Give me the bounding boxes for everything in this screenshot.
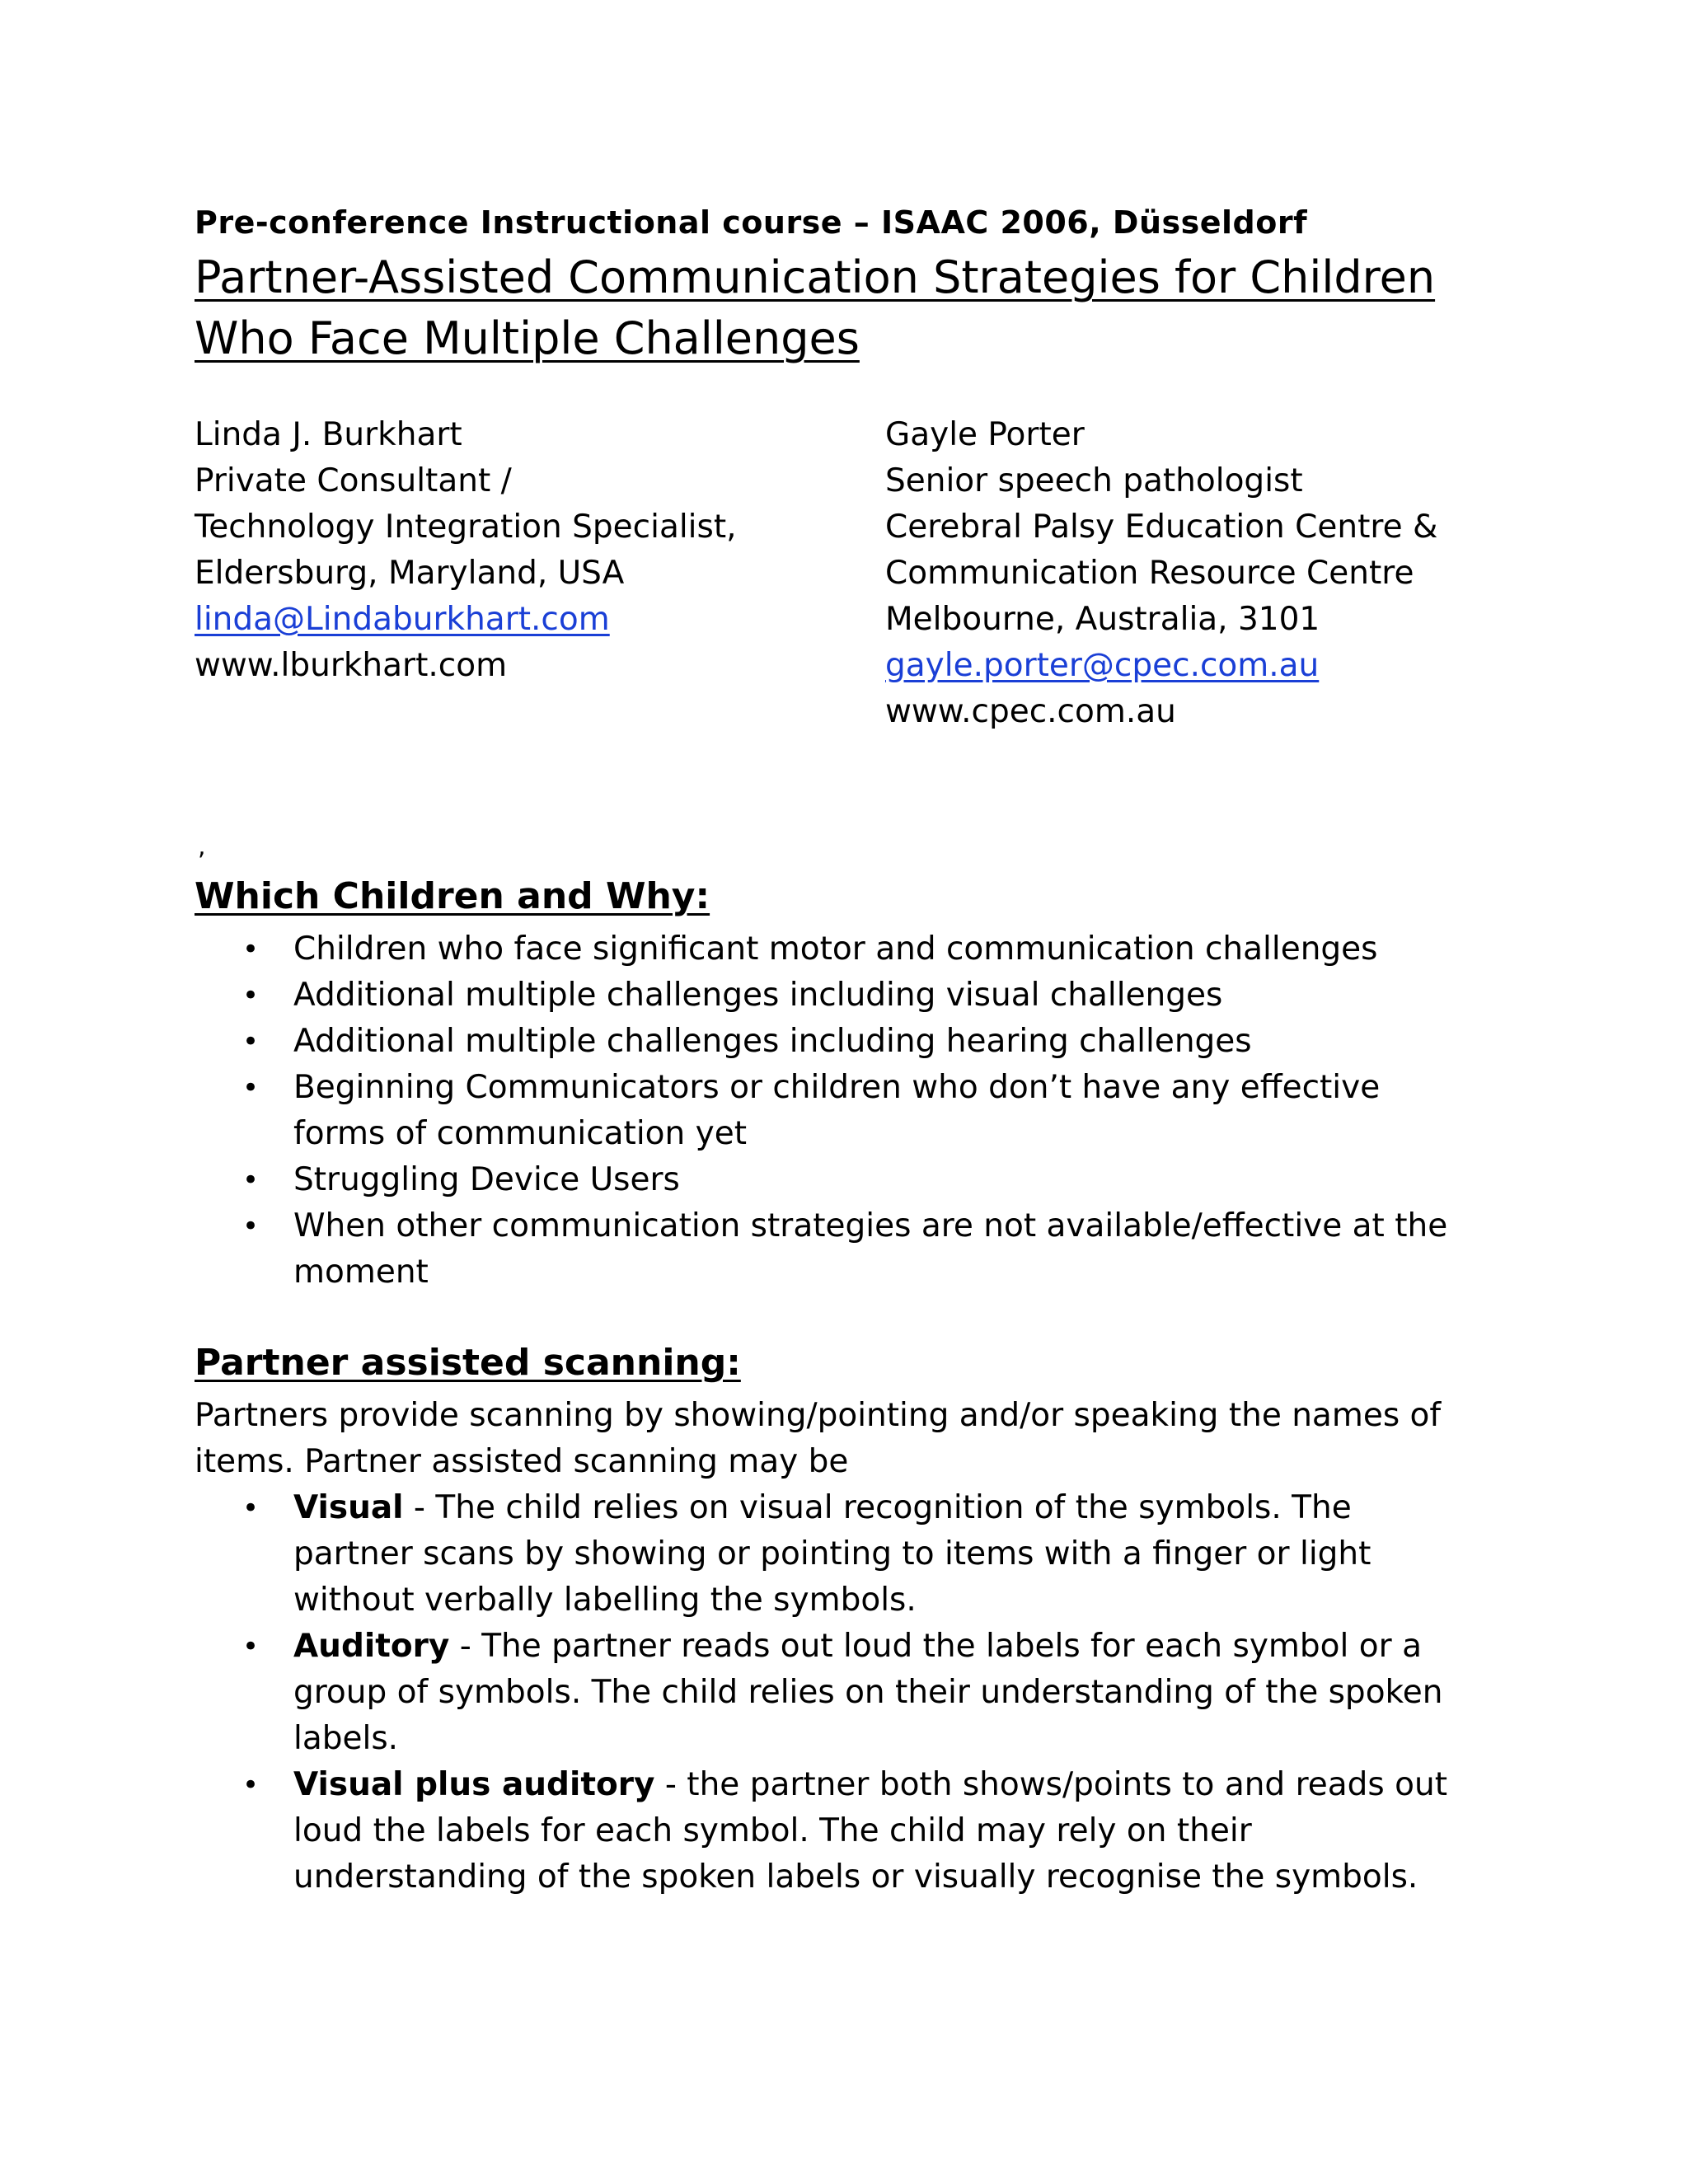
- list-item: • When other communication strategies are not available/effective at the moment: [195, 1203, 1480, 1296]
- author-name: Linda J. Burkhart: [195, 416, 462, 453]
- author-role: Cerebral Palsy Education Centre &: [885, 509, 1438, 546]
- author-block-porter: [885, 412, 1627, 735]
- author-block-burkhart: [195, 412, 854, 689]
- which-children-list: [195, 926, 1480, 1296]
- list-item: • Visual - The child relies on visual recognition of the symbols. The partner scans by showing or pointing to items with a finger or light without verbally labelling the symbols.: [195, 1485, 1480, 1624]
- list-item: • Visual plus auditory - the partner both shows/points to and reads out loud the labels for each symbol. The child may rely on their understanding of the spoken labels or visually recognise the symbols.: [195, 1762, 1480, 1900]
- bullet-icon: •: [242, 1071, 260, 1104]
- partner-scanning-intro: Partners provide scanning by showing/pointing and/or speaking the names of items. Partner assisted scanning may be: [195, 1397, 1442, 1480]
- section-heading-which-children: Which Children and Why:: [195, 875, 710, 917]
- course-kicker: Pre-conference Instructional course – ISAAC 2006, Düsseldorf: [195, 204, 1308, 241]
- bullet-icon: •: [242, 1630, 260, 1663]
- bullet-icon: •: [242, 1025, 260, 1058]
- bullet-icon: •: [242, 933, 260, 966]
- scanning-type-term: Visual: [293, 1489, 404, 1526]
- email-link-porter[interactable]: gayle.porter@cpec.com.au: [885, 647, 1320, 684]
- author-role: Communication Resource Centre: [885, 555, 1414, 592]
- bullet-icon: •: [242, 1164, 260, 1197]
- author-website: www.cpec.com.au: [885, 693, 1176, 730]
- bullet-icon: •: [242, 979, 260, 1012]
- list-item: • Beginning Communicators or children who don’t have any effective forms of communication yet: [195, 1065, 1480, 1157]
- bullet-icon: •: [242, 1492, 260, 1525]
- author-website: www.lburkhart.com: [195, 647, 508, 684]
- author-location: Melbourne, Australia, 3101: [885, 601, 1320, 638]
- list-item: • Struggling Device Users: [195, 1157, 1480, 1203]
- list-item: • Additional multiple challenges including visual challenges: [195, 972, 1480, 1019]
- scanning-type-term: Auditory: [293, 1628, 450, 1665]
- list-item: • Children who face significant motor and communication challenges: [195, 926, 1480, 972]
- author-location: Eldersburg, Maryland, USA: [195, 555, 625, 592]
- document-title: Partner-Assisted Communication Strategies for Children Who Face Multiple Challenges: [195, 251, 1436, 364]
- author-role: Senior speech pathologist: [885, 462, 1303, 499]
- stray-comma: ,: [198, 832, 206, 861]
- bullet-icon: •: [242, 1210, 260, 1243]
- author-role: Technology Integration Specialist,: [195, 509, 737, 546]
- bullet-icon: •: [242, 1769, 260, 1802]
- author-name: Gayle Porter: [885, 416, 1085, 453]
- partner-scanning-list: [195, 1485, 1480, 1900]
- section-heading-partner-scanning: Partner assisted scanning:: [195, 1342, 741, 1384]
- list-item: • Auditory - The partner reads out loud the labels for each symbol or a group of symbols. The child relies on their understanding of the spoken labels.: [195, 1624, 1480, 1762]
- list-item: • Additional multiple challenges including hearing challenges: [195, 1019, 1480, 1065]
- author-role: Private Consultant /: [195, 462, 512, 499]
- email-link-burkhart[interactable]: linda@Lindaburkhart.com: [195, 601, 610, 638]
- scanning-type-term: Visual plus auditory: [293, 1766, 655, 1803]
